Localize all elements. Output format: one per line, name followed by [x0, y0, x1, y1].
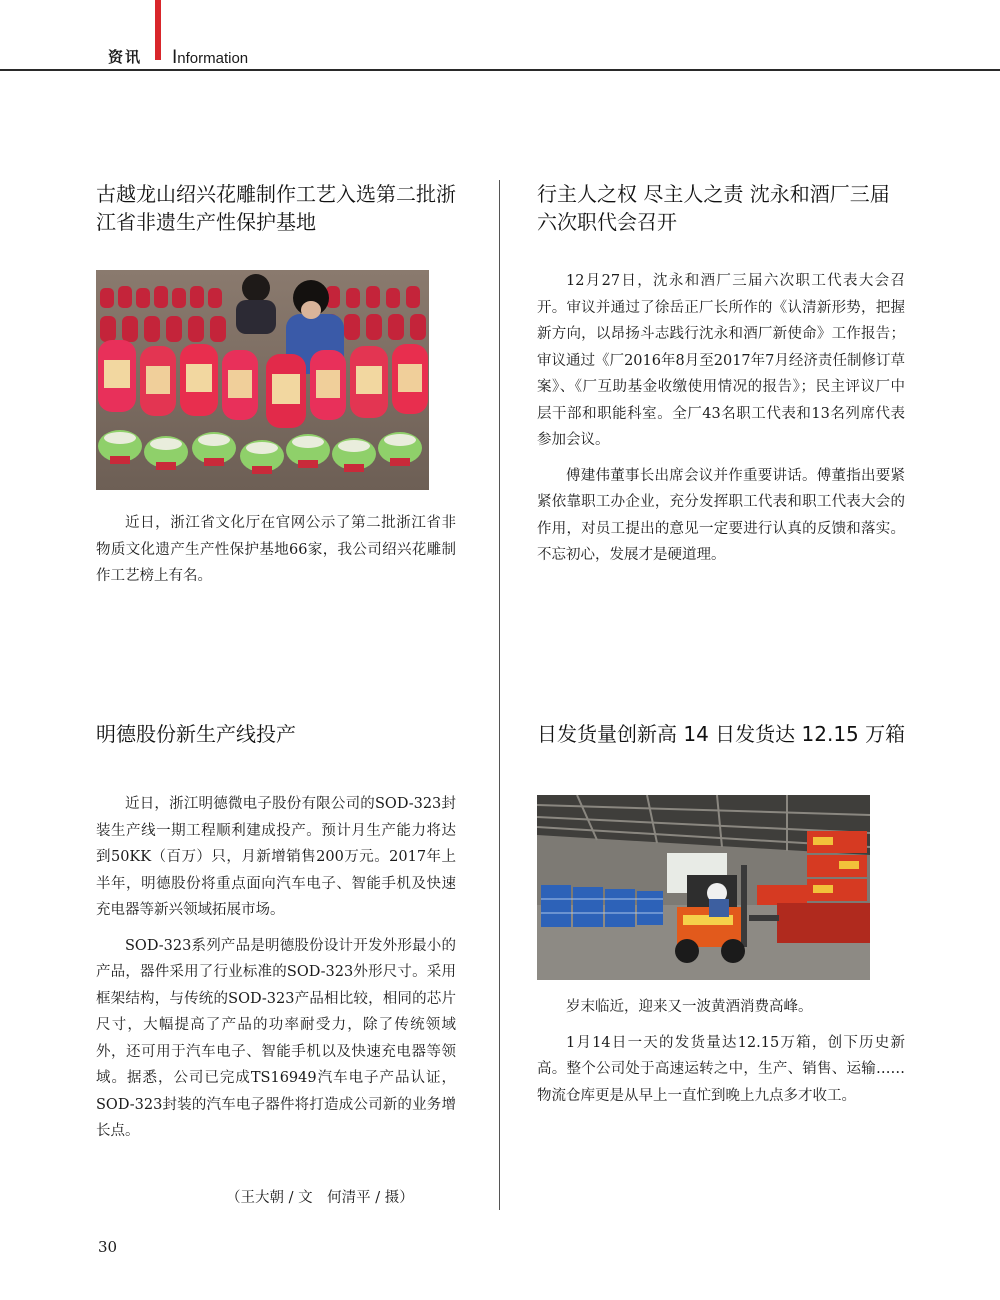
- article-4-paragraph: 1月14日一天的发货量达12.15万箱，创下历史新高。整个公司处于高速运转之中，生产、销售、运输……物流仓库更是从早上一直忙到晚上九点多才收工。: [537, 1034, 905, 1104]
- column-divider: [499, 180, 500, 1210]
- header-rule: [0, 69, 1000, 71]
- article-1-body: [96, 510, 456, 599]
- article-1-title: 古越龙山绍兴花雕制作工艺入选第二批浙江省非遗生产性保护基地: [96, 182, 456, 234]
- section-title-cn: 资讯: [108, 48, 143, 66]
- photo-painted-jars: [96, 270, 429, 490]
- section-title-en-initial: I: [172, 47, 178, 68]
- article-2-paragraph: 傅建伟董事长出席会议并作重要讲话。傅董指出要紧紧依靠职工办企业，充分发挥职工代表和职工代表大会的作用，对员工提出的意见一定要进行认真的反馈和落实。不忘初心，发展才是硬道理。: [537, 467, 905, 563]
- article-4-body: [537, 994, 905, 1118]
- article-2-body: [537, 268, 905, 578]
- section-title-en-rest: nformation: [177, 50, 249, 67]
- page-number: 30: [98, 1238, 118, 1256]
- forklift-warehouse-photo-icon: [537, 795, 870, 980]
- section-title-en: [172, 47, 248, 69]
- section-accent-bar: [155, 0, 161, 60]
- article-4-title: 日发货量创新高 14 日发货达 12.15 万箱: [537, 722, 906, 746]
- article-1-paragraph: 近日，浙江省文化厅在官网公示了第二批浙江省非物质文化遗产生产性保护基地66家，我公司绍兴花雕制作工艺榜上有名。: [96, 515, 456, 584]
- article-2-paragraph: 12月27日，沈永和酒厂三届六次职工代表大会召开。审议并通过了徐岳正厂长所作的《认清新形势，把握新方向，以昂扬斗志践行沈永和酒厂新使命》工作报告；审议通过《厂2016年8月至2017年7月经济责任制修订草案》、《厂互助基金收缴使用情况的报告》；民主评议厂中层干部和职能科室。全厂43名职工代表和13名列席代表参加会议。: [537, 273, 905, 448]
- painted-wine-jars-photo-icon: [96, 270, 429, 490]
- article-3-body: [96, 791, 456, 1154]
- article-3-title: 明德股份新生产线投产: [96, 722, 296, 746]
- article-3-credit: （王大朝 / 文 何清平 / 摄）: [226, 1190, 414, 1206]
- article-3-paragraph: SOD-323系列产品是明德股份设计开发外形最小的产品，器件采用了行业标准的SOD-323外形尺寸。采用框架结构，与传统的SOD-323产品相比较，相同的芯片尺寸，大幅提高了产品的功率耐受力，除了传统领域外，还可用于汽车电子、智能手机以及快速充电器等领域。据悉，公司已完成TS16949汽车电子产品认证，SOD-323封装的汽车电子器件将打造成公司新的业务增长点。: [96, 937, 456, 1139]
- article-4-paragraph: 岁末临近，迎来又一波黄酒消费高峰。: [566, 999, 813, 1015]
- article-3-paragraph: 近日，浙江明德微电子股份有限公司的SOD-323封装生产线一期工程顺利建成投产。预计月生产能力将达到50KK（百万）只，月新增销售200万元。2017年上半年，明德股份将重点面向汽车电子、智能手机及快速充电器等新兴领域拓展市场。: [96, 796, 456, 918]
- article-2-title: 行主人之权 尽主人之责 沈永和酒厂三届六次职代会召开: [537, 182, 890, 234]
- photo-warehouse: [537, 795, 870, 980]
